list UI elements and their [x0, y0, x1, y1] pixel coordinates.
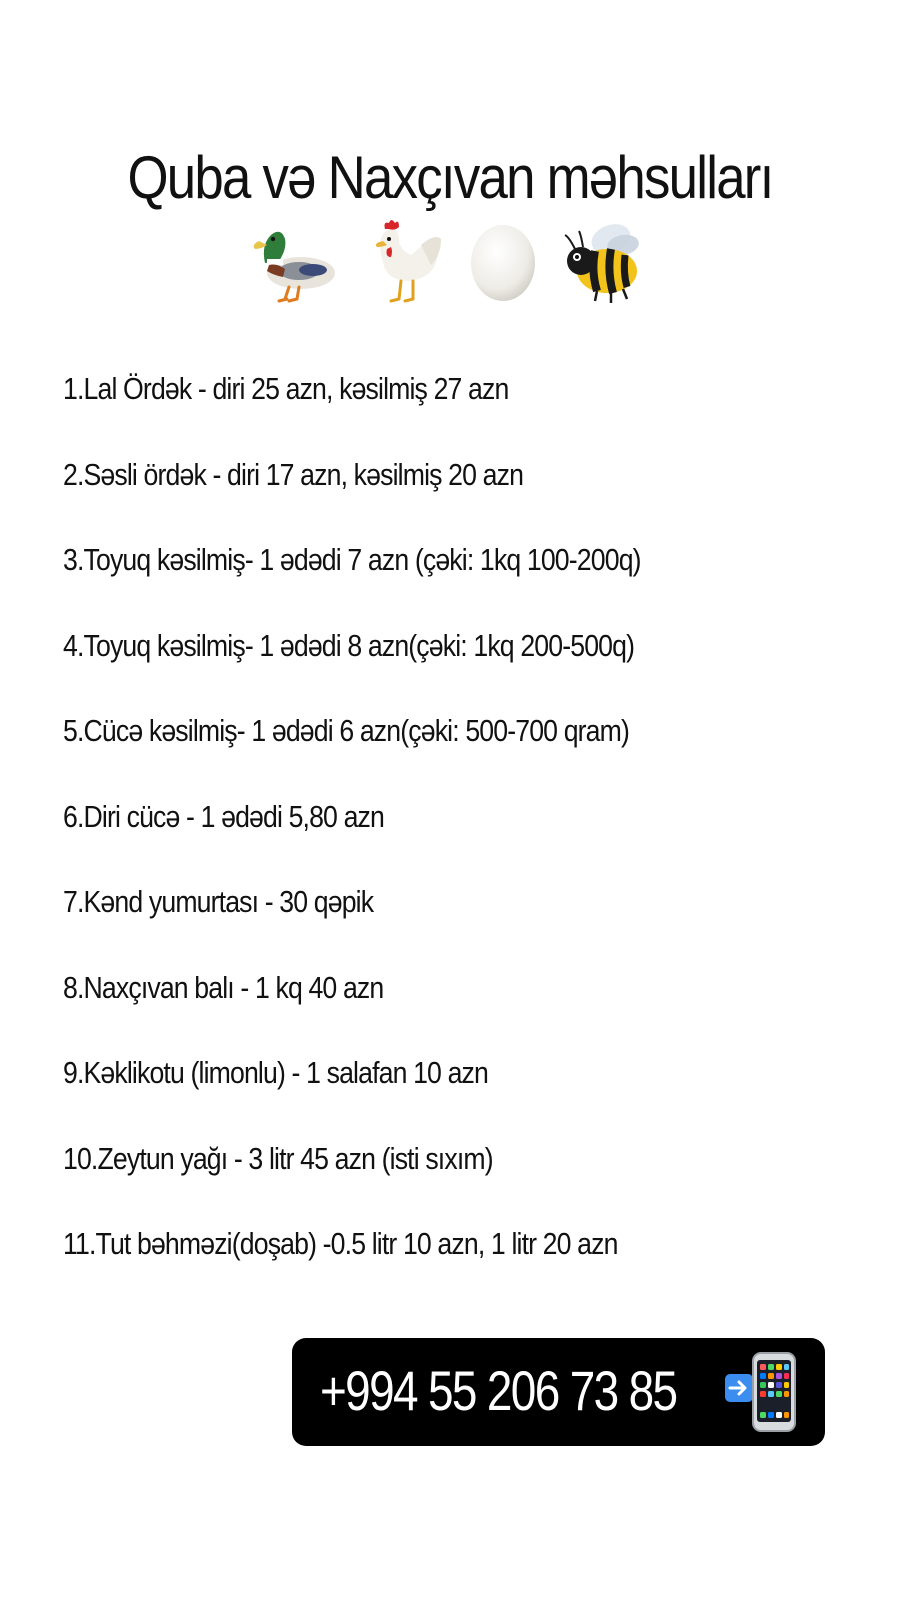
rooster-icon	[361, 215, 445, 305]
duck-icon	[253, 215, 339, 305]
product-list	[63, 366, 883, 1307]
mobile-phone-icon	[752, 1352, 796, 1432]
bee-icon	[561, 215, 647, 305]
list-item: 5.Cücə kəsilmiş- 1 ədədi 6 azn(çəki: 500-700 qram)	[63, 713, 630, 748]
list-item: 6.Diri cücə - 1 ədədi 5,80 azn	[63, 798, 384, 834]
egg-icon	[467, 215, 539, 305]
phone-number[interactable]: +994 55 206 73 85	[320, 1359, 677, 1422]
list-item: 3.Toyuq kəsilmiş- 1 ədədi 7 azn (çəki: 1kq 100-200q)	[63, 542, 641, 577]
list-item: 11.Tut bəhməzi(doşab) -0.5 litr 10 azn, 1 litr 20 azn	[63, 1226, 618, 1261]
emoji-row	[0, 212, 900, 307]
list-item: 8.Naxçıvan balı - 1 kq 40 azn	[63, 969, 384, 1005]
list-item: 2.Səsli ördək - diri 17 azn, kəsilmiş 20 azn	[63, 456, 524, 492]
contact-phone-box[interactable]	[292, 1338, 825, 1446]
list-item: 4.Toyuq kəsilmiş- 1 ədədi 8 azn(çəki: 1kq 200-500q)	[63, 627, 635, 663]
list-item: 10.Zeytun yağı - 3 litr 45 azn (isti sıxım)	[63, 1140, 493, 1176]
list-item: 1.Lal Ördək - diri 25 azn, kəsilmiş 27 azn	[63, 371, 509, 406]
list-item: 9.Kəklikotu (limonlu) - 1 salafan 10 azn	[63, 1055, 488, 1090]
list-item: 7.Kənd yumurtası - 30 qəpik	[63, 884, 374, 919]
page-title: Quba və Naxçıvan məhsulları	[127, 144, 773, 211]
right-arrow-icon	[725, 1374, 753, 1402]
